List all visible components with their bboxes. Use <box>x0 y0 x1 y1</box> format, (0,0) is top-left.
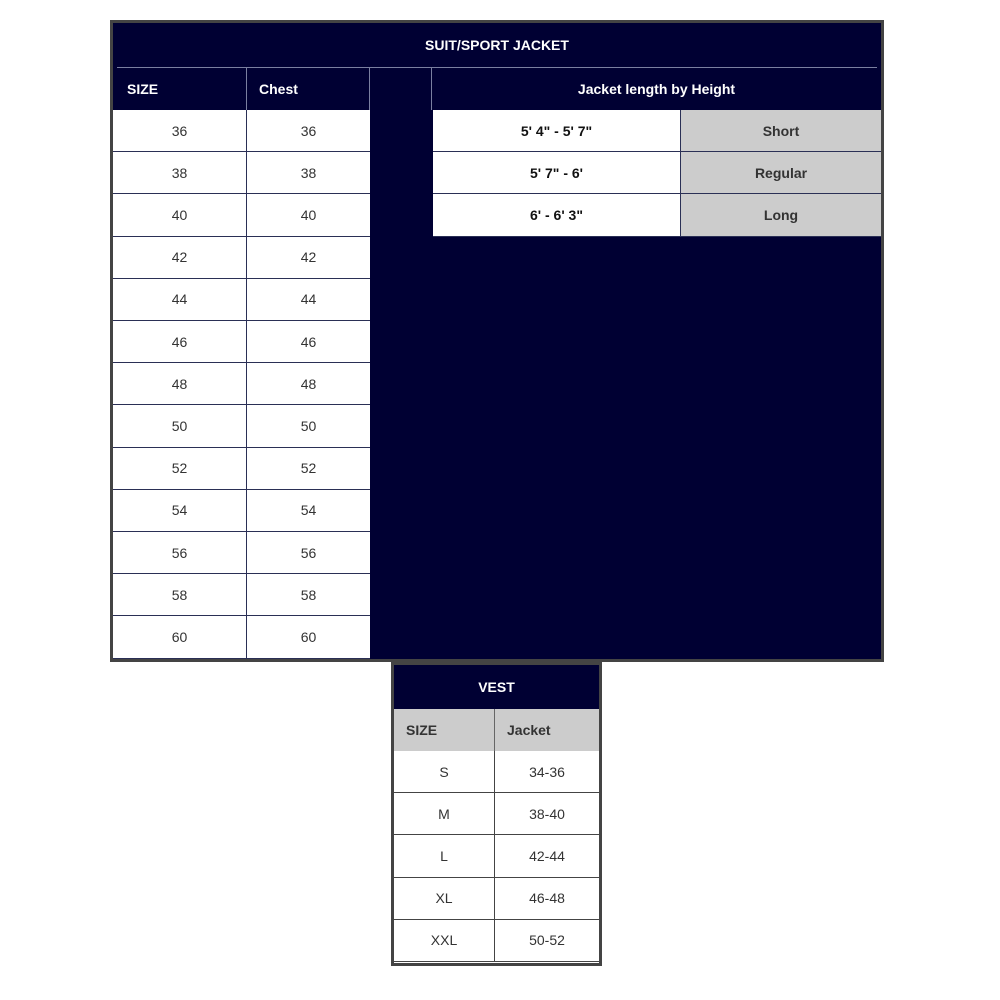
jacket-length-row <box>433 152 881 194</box>
chest-cell: 40 <box>247 194 370 236</box>
size-cell: 40 <box>113 194 247 236</box>
suit-size-row <box>113 363 370 405</box>
height-range-cell: 6' - 6' 3" <box>433 194 681 236</box>
suit-size-row <box>113 405 370 447</box>
size-cell: 60 <box>113 616 247 658</box>
size-cell: 54 <box>113 490 247 532</box>
vest-jacket-cell: 50-52 <box>495 920 599 962</box>
vest-table-title: VEST <box>394 665 599 709</box>
vest-size-cell: XXL <box>394 920 495 962</box>
suit-size-row <box>113 237 370 279</box>
jacket-length-row <box>433 194 881 236</box>
chest-cell: 58 <box>247 574 370 616</box>
suit-size-row <box>113 532 370 574</box>
chest-cell: 46 <box>247 321 370 363</box>
vest-jacket-header: Jacket <box>495 709 599 751</box>
chest-cell: 50 <box>247 405 370 447</box>
fit-cell: Short <box>681 110 881 152</box>
jacket-length-header: Jacket length by Height <box>577 81 736 97</box>
suit-size-table <box>110 20 884 662</box>
vest-size-row <box>394 751 599 793</box>
vest-size-row <box>394 878 599 920</box>
jacket-length-row <box>433 110 881 152</box>
chest-cell: 44 <box>247 279 370 321</box>
vest-jacket-cell: 38-40 <box>495 793 599 835</box>
suit-size-row <box>113 490 370 532</box>
chest-cell: 56 <box>247 532 370 574</box>
size-cell: 58 <box>113 574 247 616</box>
vest-size-row <box>394 920 599 962</box>
size-cell: 36 <box>113 110 247 152</box>
chest-cell: 52 <box>247 448 370 490</box>
vest-size-cell: XL <box>394 878 495 920</box>
vest-size-cell: L <box>394 835 495 877</box>
vest-size-row <box>394 793 599 835</box>
vest-size-row <box>394 835 599 877</box>
size-cell: 46 <box>113 321 247 363</box>
size-cell: 50 <box>113 405 247 447</box>
chest-cell: 54 <box>247 490 370 532</box>
suit-size-row <box>113 448 370 490</box>
vest-size-table <box>391 662 602 966</box>
height-range-cell: 5' 4" - 5' 7" <box>433 110 681 152</box>
suit-size-row <box>113 279 370 321</box>
suit-size-row <box>113 152 370 194</box>
suit-size-row <box>113 574 370 616</box>
vest-size-cell: M <box>394 793 495 835</box>
size-column-header: SIZE <box>113 68 247 110</box>
suit-table-title: SUIT/SPORT JACKET <box>425 37 569 53</box>
vest-size-header: SIZE <box>394 709 495 751</box>
chest-column-header: Chest <box>247 68 370 110</box>
chest-cell: 60 <box>247 616 370 658</box>
chest-cell: 36 <box>247 110 370 152</box>
size-cell: 56 <box>113 532 247 574</box>
vest-size-cell: S <box>394 751 495 793</box>
chest-cell: 42 <box>247 237 370 279</box>
suit-size-row <box>113 194 370 236</box>
vest-jacket-cell: 34-36 <box>495 751 599 793</box>
chest-cell: 38 <box>247 152 370 194</box>
suit-size-row <box>113 616 370 658</box>
size-cell: 44 <box>113 279 247 321</box>
height-range-cell: 5' 7" - 6' <box>433 152 681 194</box>
spacer-column-header <box>370 68 432 110</box>
vest-jacket-cell: 42-44 <box>495 835 599 877</box>
fit-cell: Regular <box>681 152 881 194</box>
size-cell: 52 <box>113 448 247 490</box>
vest-jacket-cell: 46-48 <box>495 878 599 920</box>
suit-size-row <box>113 110 370 152</box>
size-cell: 48 <box>113 363 247 405</box>
suit-size-row <box>113 321 370 363</box>
size-cell: 42 <box>113 237 247 279</box>
size-cell: 38 <box>113 152 247 194</box>
chest-cell: 48 <box>247 363 370 405</box>
fit-cell: Long <box>681 194 881 236</box>
